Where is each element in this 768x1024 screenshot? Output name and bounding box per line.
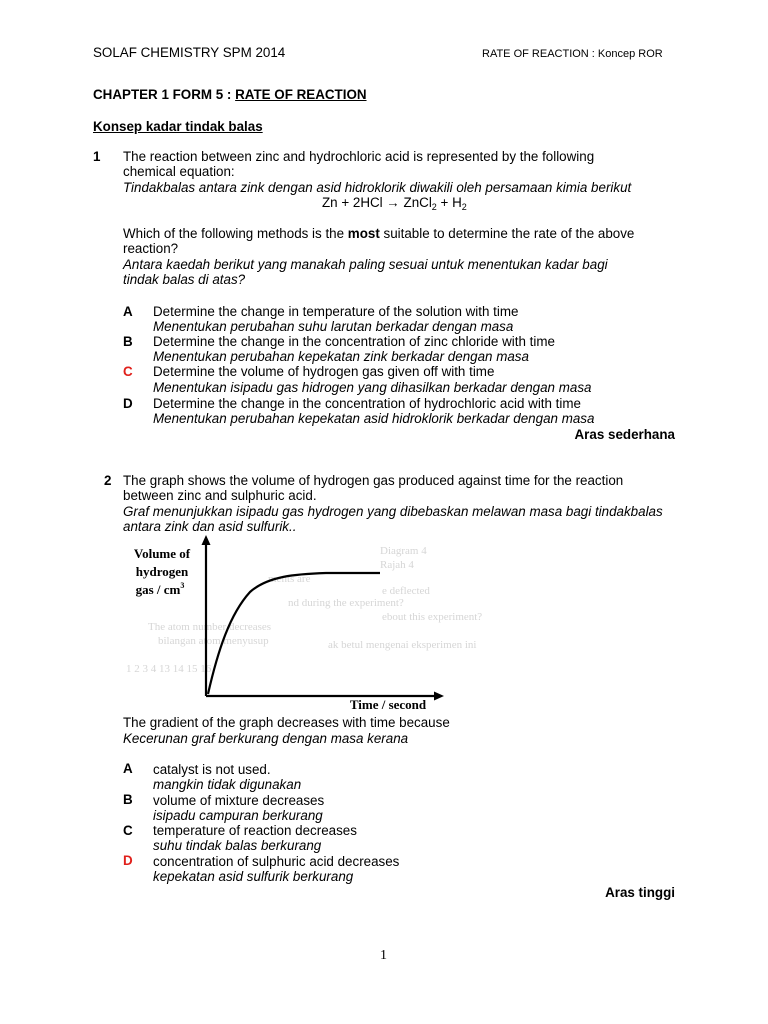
q2-difficulty-level: Aras tinggi — [605, 885, 675, 900]
q1-stem-en-1: The reaction between zinc and hydrochloric acid is represented by the following — [123, 149, 595, 164]
q1-option-letter-correct: C — [123, 364, 133, 379]
q1-equation — [322, 195, 467, 211]
volume-time-graph — [118, 532, 483, 714]
svg-text:ebout this experiment?: ebout this experiment? — [382, 611, 483, 623]
equation-plus: + H — [436, 195, 462, 210]
hydrogen-volume-curve — [208, 573, 380, 694]
q2-option-en: volume of mixture decreases — [153, 793, 325, 808]
y-axis-unit: gas / cm — [135, 582, 181, 597]
graph-svg — [118, 532, 483, 714]
q1-option-ms: Menentukan perubahan kepekatan zink berkadar dengan masa — [153, 349, 529, 364]
q2-option-letter-correct: D — [123, 853, 133, 868]
equation-product-1: ZnCl — [403, 195, 432, 210]
q1-question-ms-1: Antara kaedah berikut yang manakah paling sesuai untuk menentukan kadar bagi — [123, 257, 608, 272]
q1-number: 1 — [93, 149, 101, 164]
q2-option-en: temperature of reaction decreases — [153, 823, 357, 838]
equation-arrow: → — [386, 195, 400, 210]
q1-option-en: Determine the change in the concentration of hydrochloric acid with time — [153, 396, 581, 411]
q2-gradient-en: The gradient of the graph decreases with time because — [123, 715, 450, 730]
q2-stem-en-2: between zinc and sulphuric acid. — [123, 488, 317, 503]
q1-option-letter: D — [123, 396, 133, 411]
q2-option-en: catalyst is not used. — [153, 762, 271, 777]
chapter-title — [93, 87, 367, 103]
q1-stem-ms: Tindakbalas antara zink dengan asid hidroklorik diwakili oleh persamaan kimia berikut — [123, 180, 632, 195]
q2-option-letter: B — [123, 792, 133, 807]
q2-number: 2 — [104, 473, 112, 488]
q1-option-letter: B — [123, 334, 133, 349]
y-axis-arrowhead — [202, 535, 211, 545]
q1-option-letter: A — [123, 304, 133, 319]
svg-text:nd during the experiment?: nd during the experiment? — [288, 597, 404, 609]
svg-text:ments are: ments are — [268, 573, 311, 585]
q1-option-en: Determine the volume of hydrogen gas given off with time — [153, 364, 495, 379]
q2-stem-ms-1: Graf menunjukkan isipadu gas hydrogen yang dibebaskan melawan masa bagi tindakbalas — [123, 504, 663, 519]
q1-option-en: Determine the change in temperature of the solution with time — [153, 304, 519, 319]
q2-stem-ms-2: antara zink dan asid sulfurik.. — [123, 519, 297, 534]
q1-question-en-1 — [123, 226, 634, 242]
q2-option-letter: C — [123, 823, 133, 838]
q1-option-ms: Menentukan isipadu gas hidrogen yang dihasilkan berkadar dengan masa — [153, 380, 592, 395]
q2-option-ms: kepekatan asid sulfurik berkurang — [153, 869, 354, 884]
equation-reactants: Zn + 2HCl — [322, 195, 383, 210]
equation-subscript-1: 2 — [431, 202, 437, 212]
x-axis-label: Time / second — [349, 697, 427, 712]
svg-text:e deflected: e deflected — [382, 585, 430, 597]
q2-gradient-ms: Kecerunan graf berkurang dengan masa kerana — [123, 731, 409, 746]
svg-text:The atom number decreases: The atom number decreases — [148, 621, 272, 633]
q1-question-part-b: suitable to determine the rate of the above — [379, 226, 635, 241]
q2-option-ms: mangkin tidak digunakan — [153, 777, 302, 792]
y-axis-label-line-3 — [136, 581, 185, 597]
chapter-prefix: CHAPTER 1 FORM 5 : — [93, 87, 236, 102]
svg-text:Rajah 4: Rajah 4 — [380, 559, 414, 571]
q2-option-letter: A — [123, 761, 133, 776]
svg-text:bilangan atom menyusup: bilangan atom menyusup — [158, 635, 269, 647]
q1-question-part-a: Which of the following methods is the — [123, 226, 348, 241]
equation-subscript-2: 2 — [461, 202, 467, 212]
q2-stem-en-1: The graph shows the volume of hydrogen gas produced against time for the reaction — [123, 473, 624, 488]
header-title: SOLAF CHEMISTRY SPM 2014 — [93, 45, 286, 60]
chapter-name: RATE OF REACTION — [235, 87, 367, 102]
page-number: 1 — [380, 948, 387, 963]
q1-stem-en-2: chemical equation: — [123, 164, 235, 179]
q1-question-en-2: reaction? — [123, 241, 179, 256]
q2-option-en: concentration of sulphuric acid decreases — [153, 854, 400, 869]
svg-text:Diagram 4: Diagram 4 — [380, 545, 427, 557]
q1-option-ms: Menentukan perubahan suhu larutan berkadar dengan masa — [153, 319, 514, 334]
q1-option-ms: Menentukan perubahan kepekatan asid hidroklorik berkadar dengan masa — [153, 411, 595, 426]
svg-text:ak betul mengenai eksperimen i: ak betul mengenai eksperimen ini — [328, 639, 477, 651]
y-axis-label-line-2: hydrogen — [135, 564, 189, 579]
q1-option-en: Determine the change in the concentration of zinc chloride with time — [153, 334, 555, 349]
q1-difficulty-level: Aras sederhana — [574, 427, 675, 442]
header-topic: RATE OF REACTION : Koncep ROR — [482, 48, 663, 60]
x-axis-arrowhead — [434, 692, 444, 701]
q1-question-emphasis: most — [347, 226, 380, 241]
q1-question-ms-2: tindak balas di atas? — [123, 272, 246, 287]
svg-text:1 2 3 4 13 14: 1 2 3 4 13 14 15 16 — [126, 663, 212, 675]
y-axis-unit-superscript: 3 — [180, 581, 185, 590]
q2-option-ms: isipadu campuran berkurang — [153, 808, 323, 823]
q2-option-ms: suhu tindak balas berkurang — [153, 838, 322, 853]
section-title: Konsep kadar tindak balas — [93, 119, 263, 134]
y-axis-label-line-1: Volume of — [133, 546, 191, 561]
